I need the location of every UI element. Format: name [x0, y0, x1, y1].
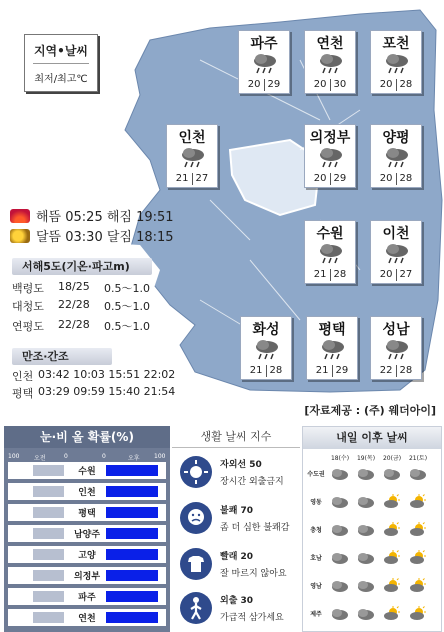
life-item-desc: 잘 마르지 않아요 — [220, 569, 287, 579]
moon-icon — [10, 229, 30, 243]
legend-subtitle: 최저/최고℃ — [34, 74, 88, 85]
precip-row — [8, 462, 166, 479]
life-index-panel — [172, 426, 300, 632]
city-low: 22 — [379, 365, 393, 376]
precip-region: 연천 — [78, 614, 96, 624]
city-low: 20 — [313, 79, 327, 90]
cloud-rain-icon — [384, 242, 410, 264]
city-temps — [371, 79, 421, 91]
city-low: 21 — [249, 365, 263, 376]
city-card-paju — [238, 30, 290, 94]
city-card-uijeongbu — [304, 124, 356, 188]
sun-cloud-icon — [383, 494, 401, 509]
walking-person-icon — [180, 592, 212, 624]
forecast-region: 충청 — [310, 527, 322, 534]
cloud-rain-icon — [180, 146, 206, 168]
forecast-region: 영남 — [310, 583, 322, 590]
life-item-name: 빨래 20 — [220, 552, 254, 562]
life-title: 생활 날씨 지수 — [172, 426, 300, 448]
city-name: 파주 — [250, 36, 278, 52]
precip-row — [8, 567, 166, 584]
life-item-discomfort — [176, 498, 300, 540]
sea-place: 백령도 — [12, 282, 44, 295]
life-item-name: 외출 30 — [220, 596, 254, 606]
sea-section-title: 서해5도(기온·파고m) — [12, 258, 152, 275]
sun-cloud-icon — [383, 550, 401, 565]
data-credit: [자료제공 : (주) 웨더아이] — [304, 404, 436, 417]
cloud-rain-icon — [384, 52, 410, 74]
sun-cloud-icon — [409, 550, 427, 565]
precip-region: 의정부 — [73, 572, 101, 582]
city-high: 29 — [267, 79, 281, 90]
forecast-region: 영동 — [310, 499, 322, 506]
city-low: 20 — [247, 79, 261, 90]
cloud-icon — [357, 494, 375, 509]
cloud-icon — [383, 466, 401, 481]
precip-row — [8, 609, 166, 626]
city-name: 성남 — [382, 322, 410, 338]
forecast-region: 제주 — [310, 611, 322, 618]
city-name: 수원 — [316, 226, 344, 242]
life-item-laundry — [176, 544, 300, 586]
cloud-icon — [331, 522, 349, 537]
moon-times — [10, 226, 174, 245]
forecast-day: 21(토) — [408, 455, 428, 462]
precip-row — [8, 546, 166, 563]
precip-row — [8, 504, 166, 521]
precip-pm-bar — [106, 549, 158, 560]
sea-place: 연평도 — [12, 320, 44, 333]
precip-pm-bar — [106, 507, 158, 518]
sun-cloud-icon — [409, 578, 427, 593]
life-item-desc: 장시간 외출금지 — [220, 477, 284, 487]
city-high: 28 — [399, 79, 413, 90]
cloud-rain-icon — [384, 146, 410, 168]
life-item-name: 불쾌 70 — [220, 506, 254, 516]
cloud-icon — [357, 466, 375, 481]
city-card-seongnam — [370, 316, 422, 380]
forecast-row — [303, 575, 441, 597]
sun-cloud-icon — [409, 494, 427, 509]
cloud-icon — [331, 494, 349, 509]
tide-row — [12, 368, 175, 384]
sea-row — [12, 298, 150, 314]
precip-pm-bar — [106, 612, 158, 623]
city-name: 포천 — [382, 36, 410, 52]
city-temps — [371, 269, 421, 281]
city-temps — [239, 79, 289, 91]
sun-cloud-icon — [383, 578, 401, 593]
forecast-region: 호남 — [310, 555, 322, 562]
city-card-suwon — [304, 220, 356, 284]
cloud-icon — [331, 578, 349, 593]
precip-pm-bar — [106, 486, 158, 497]
cloud-rain-icon — [318, 52, 344, 74]
cloud-icon — [331, 606, 349, 621]
life-item-name: 자외선 50 — [220, 460, 262, 470]
city-name: 이천 — [382, 226, 410, 242]
sun-times-text: 해뜸 05:25 해짐 19:51 — [36, 210, 174, 225]
city-low: 21 — [315, 365, 329, 376]
life-item-desc: 좀 더 심한 불쾌감 — [220, 523, 290, 533]
precip-am-bar — [33, 612, 64, 623]
city-high: 29 — [335, 365, 349, 376]
forecast-row — [303, 603, 441, 625]
city-temps — [305, 269, 355, 281]
precip-probability-panel — [4, 426, 170, 632]
tide-times: 03:29 09:59 15:40 21:54 — [38, 385, 176, 398]
city-low: 21 — [175, 173, 189, 184]
precip-am-bar — [33, 465, 64, 476]
city-high: 27 — [195, 173, 209, 184]
forecast-days — [329, 453, 429, 462]
scale-am: 오전 — [34, 455, 46, 462]
sea-wave: 0.5～1.0 — [104, 320, 150, 333]
scale-left-zero: 0 — [64, 453, 68, 460]
city-card-yangpyeong — [370, 124, 422, 188]
life-item-uv — [176, 452, 300, 494]
scale-left-max: 100 — [8, 453, 20, 460]
cloud-icon — [331, 550, 349, 565]
forecast-day: 18(수) — [330, 455, 350, 462]
city-high: 28 — [333, 269, 347, 280]
precip-region: 평택 — [78, 509, 96, 519]
city-high: 29 — [333, 173, 347, 184]
sea-row — [12, 280, 150, 296]
city-high: 30 — [333, 79, 347, 90]
city-name: 인천 — [178, 130, 206, 146]
cloud-icon — [357, 578, 375, 593]
city-card-yeoncheon — [304, 30, 356, 94]
cloud-icon — [357, 606, 375, 621]
sun-cloud-icon — [409, 522, 427, 537]
legend-title: 지역•날씨 — [33, 44, 89, 58]
city-temps — [371, 365, 421, 377]
city-low: 20 — [379, 173, 393, 184]
precip-pm-bar — [106, 591, 158, 602]
precip-region: 인천 — [78, 488, 96, 498]
precip-row — [8, 588, 166, 605]
city-card-pyeongtaek — [306, 316, 358, 380]
precip-row — [8, 525, 166, 542]
city-low: 21 — [313, 269, 327, 280]
discomfort-face-icon — [180, 502, 212, 534]
life-item-outing — [176, 588, 300, 630]
precip-am-bar — [33, 507, 64, 518]
city-temps — [307, 365, 357, 377]
precip-region: 남양주 — [73, 530, 101, 540]
cloud-icon — [409, 466, 427, 481]
cloud-rain-icon — [254, 338, 280, 360]
precip-region: 수원 — [78, 467, 96, 477]
city-name: 양평 — [382, 130, 410, 146]
precip-scale — [4, 448, 170, 460]
forecast-panel — [302, 426, 442, 632]
legend-box — [24, 34, 98, 92]
city-temps — [167, 173, 217, 185]
precip-pm-bar — [106, 465, 158, 476]
sun-cloud-icon — [383, 522, 401, 537]
precip-row — [8, 483, 166, 500]
uv-sun-icon — [180, 456, 212, 488]
precip-am-bar — [33, 591, 64, 602]
cloud-rain-icon — [384, 338, 410, 360]
forecast-region: 수도권 — [307, 471, 325, 478]
tide-row — [12, 385, 175, 401]
forecast-row — [303, 463, 441, 485]
cloud-icon — [357, 550, 375, 565]
precip-region: 고양 — [78, 551, 96, 561]
city-card-hwaseong — [240, 316, 292, 380]
city-low: 20 — [379, 79, 393, 90]
city-low: 20 — [313, 173, 327, 184]
city-name: 평택 — [318, 322, 346, 338]
precip-region: 파주 — [78, 593, 96, 603]
city-high: 27 — [399, 269, 413, 280]
forecast-day: 19(목) — [356, 455, 376, 462]
life-item-desc: 가급적 삼가세요 — [220, 613, 284, 623]
cloud-rain-icon — [252, 52, 278, 74]
sea-place: 대청도 — [12, 300, 44, 313]
city-temps — [305, 173, 355, 185]
city-high: 28 — [399, 173, 413, 184]
cloud-icon — [357, 522, 375, 537]
precip-am-bar — [33, 549, 64, 560]
sea-wave: 0.5～1.0 — [104, 282, 150, 295]
scale-right-max: 100 — [154, 453, 166, 460]
precip-am-bar — [33, 570, 64, 581]
precip-pm-bar — [106, 570, 158, 581]
laundry-shirt-icon — [180, 548, 212, 580]
cloud-rain-icon — [318, 242, 344, 264]
sea-temp: 18/25 — [58, 280, 90, 293]
sea-row — [12, 318, 150, 334]
precip-am-bar — [33, 528, 64, 539]
tide-place: 평택 — [12, 387, 34, 400]
tide-times: 03:42 10:03 15:51 22:02 — [38, 368, 176, 381]
cloud-rain-icon — [320, 338, 346, 360]
precip-pm-bar — [106, 528, 158, 539]
forecast-day: 20(금) — [382, 455, 402, 462]
sun-times — [10, 206, 174, 225]
city-high: 28 — [399, 365, 413, 376]
sun-cloud-icon — [383, 606, 401, 621]
city-high: 28 — [269, 365, 283, 376]
city-temps — [241, 365, 291, 377]
scale-right-zero: 0 — [102, 453, 106, 460]
sunrise-icon — [10, 209, 30, 223]
city-temps — [305, 79, 355, 91]
forecast-row — [303, 491, 441, 513]
city-card-pocheon — [370, 30, 422, 94]
city-card-icheon — [370, 220, 422, 284]
forecast-row — [303, 519, 441, 541]
tide-section-title: 만조·간조 — [12, 348, 112, 365]
moon-times-text: 달뜸 03:30 달짐 18:15 — [36, 230, 174, 245]
cloud-icon — [331, 466, 349, 481]
forecast-title: 내일 이후 날씨 — [303, 427, 441, 449]
forecast-row — [303, 547, 441, 569]
sea-temp: 22/28 — [58, 318, 90, 331]
sun-cloud-icon — [409, 606, 427, 621]
sea-wave: 0.5～1.0 — [104, 300, 150, 313]
tide-place: 인천 — [12, 370, 34, 383]
city-name: 연천 — [316, 36, 344, 52]
legend-divider — [33, 63, 89, 64]
scale-pm: 오후 — [128, 455, 140, 462]
city-temps — [371, 173, 421, 185]
city-name: 화성 — [252, 322, 280, 338]
city-name: 의정부 — [309, 130, 351, 146]
precip-title: 눈·비 올 확률(%) — [4, 426, 170, 448]
city-low: 20 — [379, 269, 393, 280]
precip-am-bar — [33, 486, 64, 497]
city-card-incheon — [166, 124, 218, 188]
sea-temp: 22/28 — [58, 298, 90, 311]
cloud-rain-icon — [318, 146, 344, 168]
